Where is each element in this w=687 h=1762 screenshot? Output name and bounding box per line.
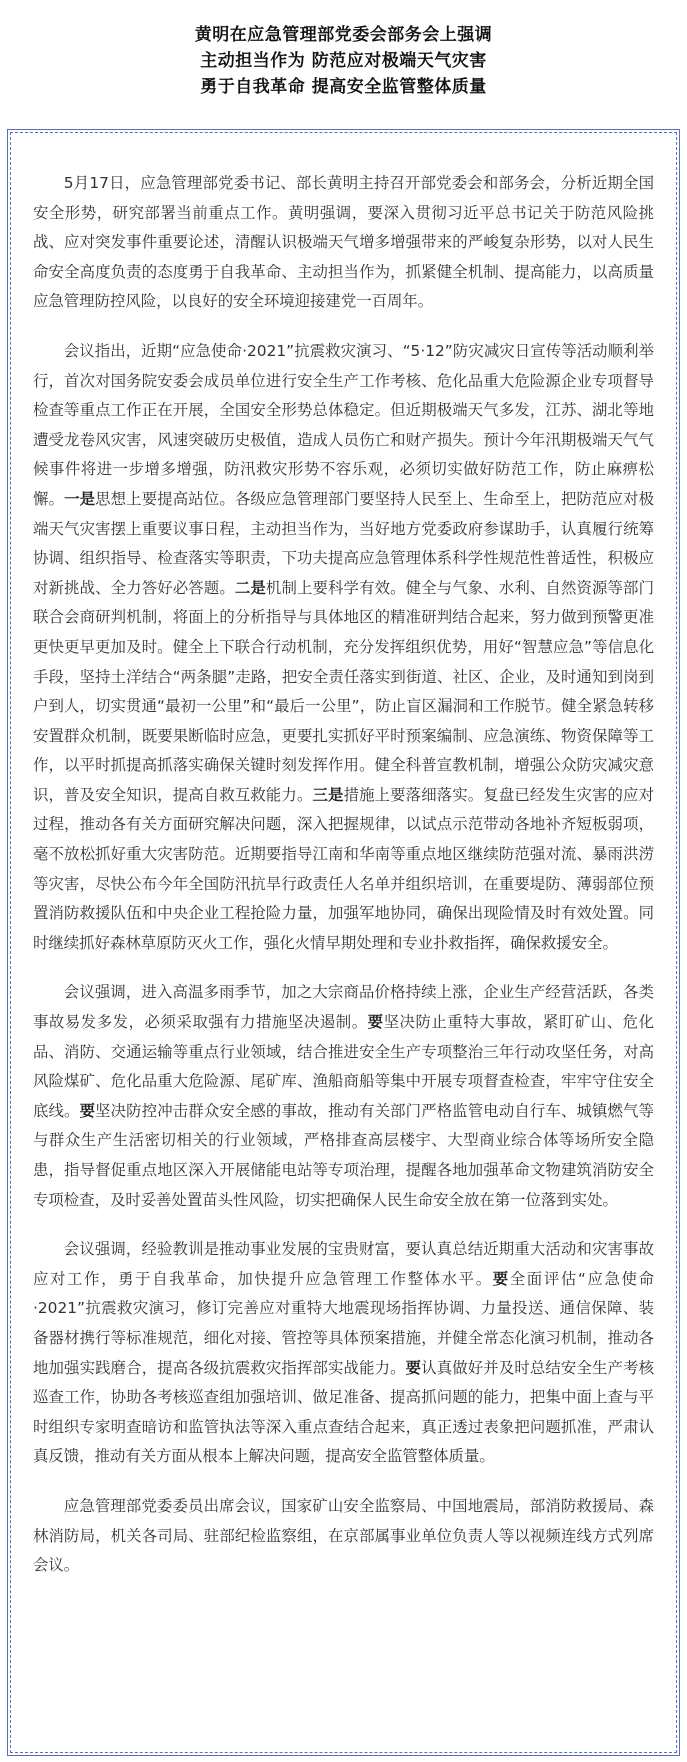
paragraph: [33, 1492, 654, 1581]
text-segment: 5月17日，应急管理部党委书记、部长黄明主持召开部党委会和部务会，分析近期全国安全形势，研究部署当前重点工作。黄明强调，要深入贯彻习近平总书记关于防范风险挑战、应对突发事件重要论述，清醒认识极端天气增多增强带来的严峻复杂形势，以对人民生命安全高度负责的态度勇于自我革命、主动担当作为，抓紧健全机制、提高能力，以高质量应急管理防控风险，以良好的安全环境迎接建党一百周年。: [33, 174, 654, 311]
text-segment: 思想上要提高站位。各级应急管理部门要坚持人民至上、生命至上，把防范应对极端天气灾害摆上重要议事日程，主动担当作为，当好地方党委政府参谋助手，认真履行统筹协调、组织指导、检查落实等职责，下功夫提高应急管理体系科学性规范性普适性，积极应对新挑战、全力答好必答题。: [33, 489, 654, 597]
bold-segment: 要: [367, 1013, 384, 1032]
text-segment: 应急管理部党委委员出席会议，国家矿山安全监察局、中国地震局，部消防救援局、森林消防局，机关各司局、驻部纪检监察组，在京部属事业单位负责人等以视频连线方式列席会议。: [33, 1496, 654, 1575]
text-segment: 会议强调，进入高温多雨季节，加之大宗商品价格持续上涨，企业生产经营活跃，各类事故易发多发，必须采取强有力措施坚决遏制。: [33, 983, 654, 1032]
headline-line: 黄明在应急管理部党委会部务会上强调: [194, 25, 493, 45]
headline-line: 主动担当作为 防范应对极端天气灾害: [200, 51, 487, 71]
article-body: [10, 132, 677, 1753]
paragraph: [33, 337, 654, 958]
text-segment: 全面评估“应急使命·2021”抗震救灾演习，修订完善应对重特大地震现场指挥协调、力量投送、通信保障、装备器材携行等标准规范，细化对接、管控等具体预案措施，并健全常态化演习机制，推动各地加强实践磨合，提高各级抗震救灾指挥部实战能力。: [33, 1269, 654, 1377]
text-segment: 措施上要落细落实。复盘已经发生灾害的应对过程，推动各有关方面研究解决问题，深入把握规律，以试点示范带动各地补齐短板弱项，毫不放松抓好重大灾害防范。近期要指导江南和华南等重点地区继续防范强对流、暴雨洪涝等灾害，尽快公布今年全国防汛抗旱行政责任人名单并组织培训，在重要堤防、薄弱部位预置消防救援队伍和中央企业工程抢险力量，加强军地协同，确保出现险情及时有效处置。同时继续抓好森林草原防灭火工作，强化火情早期处理和专业扑救指挥，确保救援安全。: [33, 785, 654, 952]
paragraph: [33, 1235, 654, 1472]
article-headline: [0, 0, 687, 100]
bold-segment: 一是: [64, 489, 96, 508]
paragraph: [33, 169, 654, 317]
text-segment: 机制上要科学有效。健全与气象、水利、自然资源等部门联合会商研判机制，将面上的分析指导与具体地区的精准研判结合起来，努力做到预警更准更快更早更加及时。健全上下联合行动机制，充分发挥组织优势，用好“智慧应急”等信息化手段，坚持土洋结合“两条腿”走路，把安全责任落实到街道、社区、企业，及时通知到岗到户到人，切实贯通“最初一公里”和“最后一公里”，防止盲区漏洞和工作脱节。健全紧急转移安置群众机制，既要果断临时应急，更要扎实抓好平时预案编制、应急演练、物资保障等工作，以平时抓提高抓落实确保关键时刻发挥作用。健全科普宣教机制，增强公众防灾减灾意识，普及安全知识，提高自救互救能力。: [33, 578, 654, 804]
article-body-frame: [7, 129, 680, 1756]
text-segment: 认真做好并及时总结安全生产考核巡查工作，协助各考核巡查组加强培训、做足准备、提高抓问题的能力，把集中面上查与平时组织专家明查暗访和监管执法等深入重点查结合起来，真正透过表象把问题抓准，严肃认真反馈，推动有关方面从根本上解决问题，提高安全监管整体质量。: [33, 1358, 654, 1466]
bold-segment: 三是: [312, 785, 344, 804]
bold-segment: 二是: [234, 578, 266, 597]
bold-segment: 要: [492, 1269, 510, 1288]
bold-segment: 要: [405, 1358, 422, 1377]
text-segment: 会议强调，经验教训是推动事业发展的宝贵财富，要认真总结近期重大活动和灾害事故应对工作，勇于自我革命，加快提升应急管理工作整体水平。: [33, 1240, 654, 1288]
text-segment: 会议指出，近期“应急使命·2021”抗震救灾演习、“5·12”防灾减灾日宣传等活动顺利举行，首次对国务院安委会成员单位进行安全生产工作考核、危化品重大危险源企业专项督导检查等重点工作正在开展，全国安全形势总体稳定。但近期极端天气多发，江苏、湖北等地遭受龙卷风灾害，风速突破历史极值，造成人员伤亡和财产损失。预计今年汛期极端天气气候事件将进一步增多增强，防汛救灾形势不容乐观，必须切实做好防范工作，防止麻痹松懈。: [33, 341, 654, 508]
text-segment: 坚决防控冲击群众安全感的事故，推动有关部门严格监管电动自行车、城镇燃气等与群众生产生活密切相关的行业领域，严格排查高层楼宇、大型商业综合体等场所安全隐患，指导督促重点地区深入开展储能电站等专项治理，提醒各地加强革命文物建筑消防安全专项检查，及时妥善处置苗头性风险，切实把确保人民生命安全放在第一位落到实处。: [33, 1101, 654, 1209]
text-segment: 坚决防止重特大事故，紧盯矿山、危化品、消防、交通运输等重点行业领域，结合推进安全生产专项整治三年行动攻坚任务，对高风险煤矿、危化品重大危险源、尾矿库、渔船商船等集中开展专项督查检查，牢牢守住安全底线。: [33, 1013, 654, 1120]
paragraph: [33, 978, 654, 1215]
bold-segment: 要: [79, 1101, 96, 1120]
headline-line: 勇于自我革命 提高安全监管整体质量: [200, 77, 487, 97]
